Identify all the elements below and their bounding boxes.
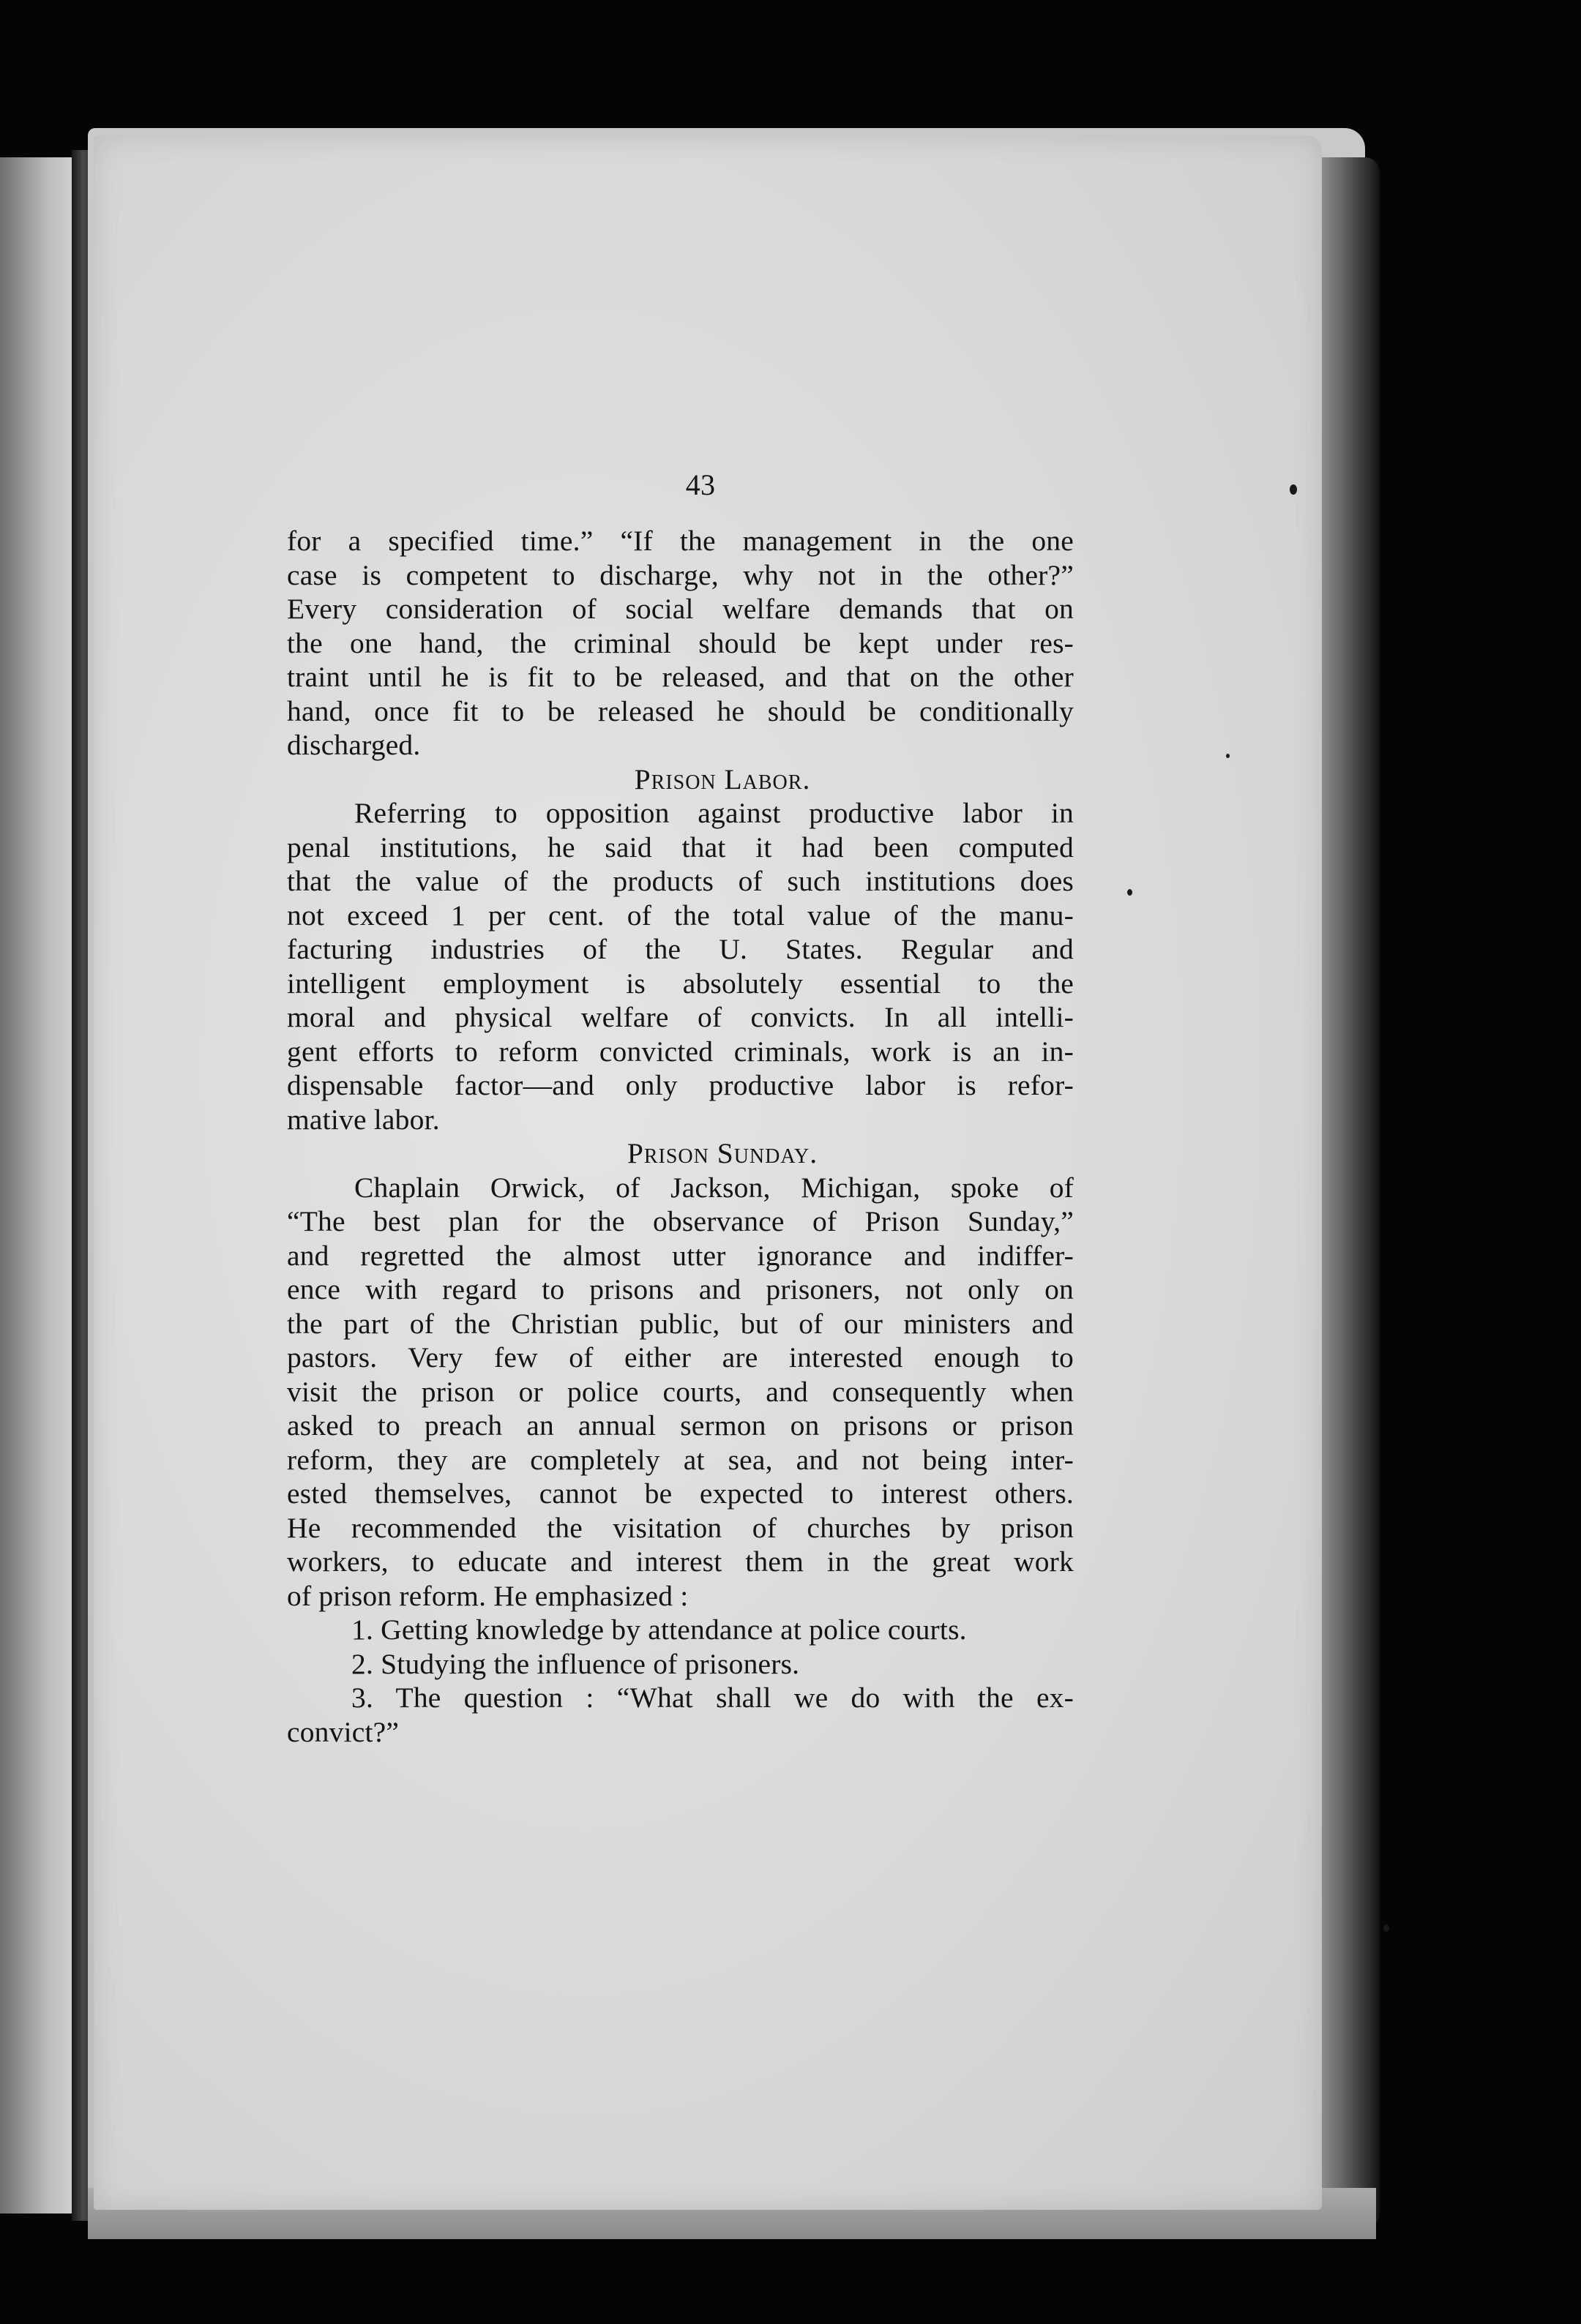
text-line: visit the prison or police courts, and consequently when	[287, 1375, 1074, 1408]
text-line: and regretted the almost utter ignorance and indiffer-	[287, 1239, 1074, 1272]
text-line: gent efforts to reform convicted criminals, work is an in-	[287, 1035, 1074, 1068]
text-line: facturing industries of the U. States. Regular and	[287, 933, 1074, 965]
text-line: pastors. Very few of either are interested enough to	[287, 1341, 1074, 1373]
speck	[1383, 1924, 1389, 1932]
list-item: 2. Studying the influence of prisoners.	[351, 1647, 800, 1680]
section-heading-prison-labor: Prison Labor.	[634, 762, 811, 795]
text-line: workers, to educate and interest them in the great work	[287, 1545, 1074, 1578]
text-line: penal institutions, he said that it had been computed	[287, 831, 1074, 863]
text-line: dispensable factor—and only productive labor is refor-	[287, 1069, 1074, 1101]
paragraph-1	[287, 524, 1074, 762]
text-line: for a specified time.” “If the management in the one	[287, 525, 1074, 557]
text-line: the part of the Christian public, but of our ministers and	[287, 1307, 1074, 1340]
text-line: ence with regard to prisons and prisoners, not only on	[287, 1273, 1074, 1305]
page-text	[287, 468, 1074, 1749]
text-line: Chaplain Orwick, of Jackson, Michigan, spoke of	[354, 1171, 1074, 1204]
text-line: discharged.	[287, 729, 421, 761]
numbered-list	[287, 1613, 1074, 1749]
text-line: traint until he is fit to be released, and that on the other	[287, 661, 1074, 693]
text-line: ested themselves, cannot be expected to interest others.	[287, 1477, 1074, 1510]
text-line: mative labor.	[287, 1103, 440, 1136]
text-line: reform, they are completely at sea, and not being inter-	[287, 1443, 1074, 1476]
text-line: hand, once fit to be released he should be conditionally	[287, 694, 1074, 727]
book-fore-edge	[1314, 157, 1380, 2228]
list-item: 1. Getting knowledge by attendance at police courts.	[351, 1613, 967, 1646]
paragraph-2	[287, 796, 1074, 1136]
text-line: the one hand, the criminal should be kept under res-	[287, 626, 1074, 659]
text-line: “The best plan for the observance of Prison Sunday,”	[287, 1205, 1074, 1237]
page-number: 43	[685, 468, 716, 501]
text-line: not exceed 1 per cent. of the total value of the manu-	[287, 899, 1074, 932]
text-line: Referring to opposition against productive labor in	[354, 797, 1074, 829]
text-line: that the value of the products of such institutions does	[287, 865, 1074, 897]
text-line: of prison reform. He emphasized :	[287, 1579, 689, 1612]
text-line: intelligent employment is absolutely essential to the	[287, 967, 1074, 1000]
text-line: case is competent to discharge, why not in the other?”	[287, 558, 1074, 591]
section-heading-prison-sunday: Prison Sunday.	[627, 1137, 818, 1169]
list-item-continuation: convict?”	[287, 1715, 400, 1748]
text-line: moral and physical welfare of convicts. In all intelli-	[287, 1001, 1074, 1033]
speck	[1290, 484, 1297, 495]
text-line: He recommended the visitation of churches by prison	[287, 1511, 1074, 1544]
list-item: 3. The question : “What shall we do with the ex-	[351, 1682, 1074, 1714]
paragraph-3	[287, 1171, 1074, 1613]
speck	[1226, 754, 1230, 758]
speck	[1127, 889, 1132, 896]
text-line: asked to preach an annual sermon on prisons or prison	[287, 1409, 1074, 1442]
text-line: Every consideration of social welfare demands that on	[287, 593, 1074, 625]
